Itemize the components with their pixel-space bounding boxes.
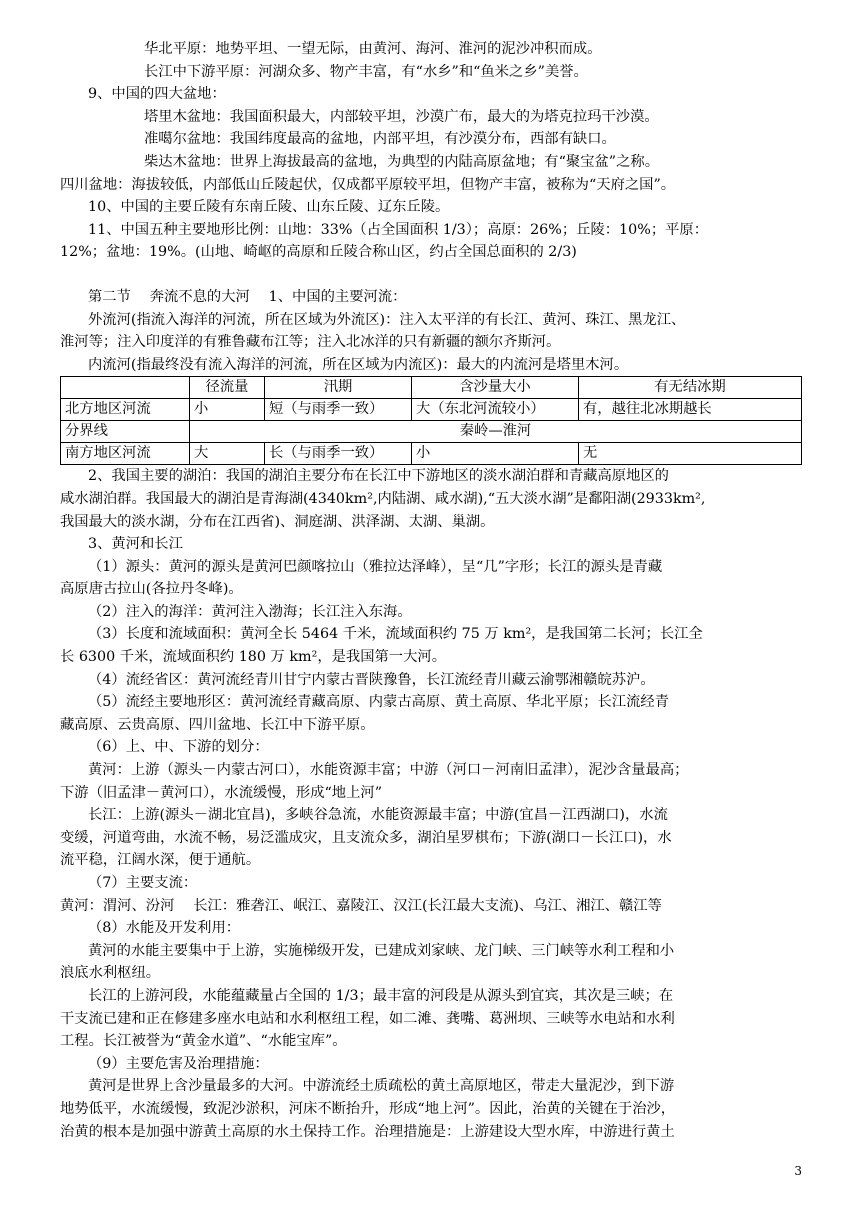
text-line: 浪底水利枢纽。 bbox=[60, 965, 161, 982]
text-line: 长江中下游平原：河湖众多、物产丰富，有“水乡”和“鱼米之乡”美誉。 bbox=[144, 63, 588, 80]
text-line: 塔里木盆地：我国面积最大，内部较平坦，沙漠广布，最大的为塔克拉玛干沙漠。 bbox=[144, 108, 659, 125]
text-line: 第二节 奔流不息的大河 1、中国的主要河流： bbox=[88, 288, 407, 305]
text-line: 11、中国五种主要地形比例：山地：33%（占全国面积 1/3）；高原：26%；丘陵：10%；平原： bbox=[88, 221, 709, 238]
text-line: 高原唐古拉山(各拉丹冬峰)。 bbox=[60, 581, 243, 598]
text-line: （9）主要危害及治理措施： bbox=[88, 1055, 269, 1072]
text-line: 3、黄河和长江 bbox=[88, 536, 183, 553]
text-line: 华北平原：地势平坦、一望无际，由黄河、海河、淮河的泥沙冲积而成。 bbox=[144, 41, 602, 57]
table-row-south bbox=[61, 443, 802, 465]
text-line: 咸水湖泊群。我国最大的湖泊是青海湖(4340km²,内陆湖、咸水湖),“五大淡水湖”是鄱阳湖(2933km², bbox=[60, 490, 706, 507]
text-line: 四川盆地：海拔较低，内部低山丘陵起伏，仅成都平原较平坦，但物产丰富，被称为“天府之国”。 bbox=[60, 176, 676, 193]
table-cell: 小 bbox=[190, 399, 265, 421]
table-cell: 分界线 bbox=[61, 421, 190, 443]
table-cell: 含沙量大小 bbox=[412, 377, 579, 399]
text-line: 藏高原、云贵高原、四川盆地、长江中下游平原。 bbox=[60, 716, 375, 733]
table-cell: 大（东北河流较小） bbox=[412, 399, 579, 421]
table-cell: 大 bbox=[190, 443, 265, 465]
text-line: 准噶尔盆地：我国纬度最高的盆地，内部平坦，有沙漠分布，西部有缺口。 bbox=[144, 131, 616, 148]
text-line: 长江：上游(源头－湖北宜昌)，多峡谷急流，水能资源最丰富；中游(宜昌－江西湖口)，水流 bbox=[88, 807, 668, 824]
table-cell: 有无结冰期 bbox=[579, 377, 802, 399]
text-line: 黄河的水能主要集中于上游，实施梯级开发，已建成刘家峡、龙门峡、三门峡等水利工程和小 bbox=[88, 942, 675, 959]
text-line: 地势低平，水流缓慢，致泥沙淤积，河床不断抬升，形成“地上河”。因此，治黄的关键在于治沙， bbox=[60, 1100, 676, 1117]
table-row-north bbox=[61, 399, 802, 421]
text-line: 干支流已建和正在修建多座水电站和水利枢纽工程，如二滩、龚嘴、葛洲坝、三峡等水电站和水利 bbox=[60, 1010, 675, 1027]
table-cell: 小 bbox=[412, 443, 579, 465]
text-line: 9、中国的四大盆地： bbox=[88, 86, 226, 103]
table-cell: 无 bbox=[579, 443, 802, 465]
table-cell: 南方地区河流 bbox=[61, 443, 190, 465]
text-line: 长江的上游河段，水能蕴藏量占全国的 1/3；最丰富的河段是从源头到宜宾，其次是三峡；在 bbox=[88, 987, 674, 1004]
text-line: 黄河是世界上含沙量最多的大河。中游流经土质疏松的黄土高原地区，带走大量泥沙，到下游 bbox=[88, 1078, 675, 1095]
text-line: 流平稳，江阔水深，便于通航。 bbox=[60, 852, 261, 869]
table-row-divider bbox=[61, 421, 802, 443]
table-cell: 汛期 bbox=[265, 377, 412, 399]
text-line: （3）长度和流域面积：黄河全长 5464 千米，流域面积约 75 万 km²，是我国第二长河；长江全 bbox=[88, 626, 703, 643]
text-line: 外流河(指流入海洋的河流，所在区域为外流区)：注入太平洋的有长江、黄河、珠江、黑龙江、 bbox=[88, 311, 686, 328]
page-number: 3 bbox=[794, 1164, 802, 1178]
river-comparison-table bbox=[60, 376, 802, 465]
table-cell bbox=[61, 377, 190, 399]
text-line: 内流河(指最终没有流入海洋的河流，所在区域为内流区)：最大的内流河是塔里木河。 bbox=[88, 356, 629, 373]
text-line: （6）上、中、下游的划分： bbox=[88, 739, 269, 756]
table-cell: 秦岭—淮河 bbox=[190, 421, 802, 443]
table-cell: 北方地区河流 bbox=[61, 399, 190, 421]
section-rivers-intro bbox=[60, 286, 800, 376]
text-line: （8）水能及开发利用： bbox=[88, 920, 241, 937]
text-line: 我国最大的淡水湖，分布在江西省)、洞庭湖、洪泽湖、太湖、巢湖。 bbox=[60, 513, 495, 530]
table-cell: 短（与雨季一致） bbox=[265, 399, 412, 421]
text-line: 10、中国的主要丘陵有东南丘陵、山东丘陵、辽东丘陵。 bbox=[88, 199, 450, 216]
text-line: 柴达木盆地：世界上海拔最高的盆地，为典型的内陆高原盆地；有“聚宝盆”之称。 bbox=[144, 153, 660, 170]
table-cell: 径流量 bbox=[190, 377, 265, 399]
table-cell: 有，越往北冰期越长 bbox=[579, 399, 802, 421]
text-line: 下游（旧孟津－黄河口），水流缓慢，形成“地上河” bbox=[60, 784, 382, 801]
section-landforms bbox=[60, 38, 800, 264]
text-line: 淮河等；注入印度洋的有雅鲁藏布江等；注入北冰洋的只有新疆的额尔齐斯河。 bbox=[60, 334, 561, 351]
table-header-row bbox=[61, 377, 802, 399]
section-lakes-rivers bbox=[60, 465, 800, 1143]
text-line: 工程。长江被誉为“黄金水道”、“水能宝库”。 bbox=[60, 1033, 347, 1050]
document-body bbox=[60, 38, 800, 1143]
text-line: （1）源头：黄河的源头是黄河巴颜喀拉山（雅拉达泽峰），呈“几”字形；长江的源头是青藏 bbox=[88, 558, 663, 575]
text-line: 12%；盆地：19%。(山地、崎岖的高原和丘陵合称山区，约占全国总面积的 2/3) bbox=[60, 244, 577, 261]
text-line: 治黄的根本是加强中游黄土高原的水土保持工作。治理措施是：上游建设大型水库，中游进行黄土 bbox=[60, 1123, 675, 1140]
table-cell: 长（与雨季一致） bbox=[265, 443, 412, 465]
text-line: （5）流经主要地形区：黄河流经青藏高原、内蒙古高原、黄土高原、华北平原；长江流经青 bbox=[88, 694, 669, 711]
text-line: （7）主要支流： bbox=[88, 875, 198, 891]
text-line: 长 6300 千米，流域面积约 180 万 km²，是我国第一大河。 bbox=[60, 649, 446, 666]
text-line: （2）注入的海洋：黄河注入渤海；长江注入东海。 bbox=[88, 603, 412, 620]
section-gap bbox=[60, 264, 800, 286]
text-line: 2、我国主要的湖泊：我国的湖泊主要分布在长江中下游地区的淡水湖泊群和青藏高原地区的 bbox=[88, 468, 669, 485]
text-line: 黄河：渭河、汾河 长江：雅砻江、岷江、嘉陵江、汉江(长江最大支流)、乌江、湘江、赣江等 bbox=[60, 897, 662, 914]
text-line: 黄河：上游（源头－内蒙古河口），水能资源丰富；中游（河口－河南旧孟津），泥沙含量最高； bbox=[88, 762, 689, 779]
text-line: 变缓，河道弯曲，水流不畅，易泛滥成灾，且支流众多，湖泊星罗棋布；下游(湖口－长江口)，水 bbox=[60, 829, 672, 846]
text-line: （4）流经省区：黄河流经青川甘宁内蒙古晋陕豫鲁，长江流经青川藏云渝鄂湘赣皖苏沪。 bbox=[88, 671, 655, 688]
